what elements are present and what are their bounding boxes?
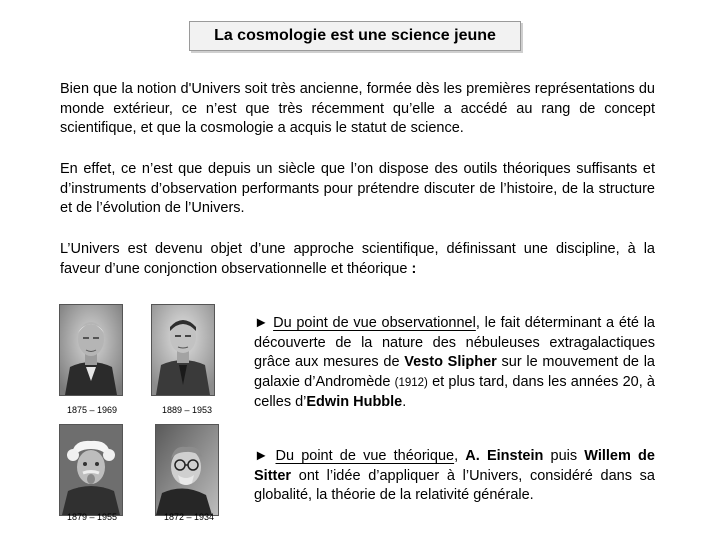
observational-name-hubble: Edwin Hubble xyxy=(306,394,403,411)
caption-slipher: 1875 – 1969 xyxy=(67,405,118,415)
portrait-einstein xyxy=(59,424,123,516)
bullet-observational-icon: ► xyxy=(254,315,274,331)
observational-text-1: , le fait déterminant a été la découverte de la nature des nébuleuses extragalactiques grâce aux mesures de xyxy=(254,315,655,371)
theoretical-text-3: ont l’idée d’appliquer à l’Univers, considéré dans sa globalité, la théorie de la relativité générale. xyxy=(254,467,655,504)
theoretical-text-1: , xyxy=(454,448,466,464)
caption-de-sitter: 1872 – 1934 xyxy=(164,512,215,522)
paragraph-century: En effet, ce n’est que depuis un siècle que l’on dispose des outils théoriques suffisants et d’instruments d’observation performants pour prétendre discuter de l’histoire, de la structure et de l’évolution de l’Univers. xyxy=(60,161,655,217)
caption-hubble: 1889 – 1953 xyxy=(162,405,213,415)
observational-text-2: sur le mouvement de la galaxie d’Andromède xyxy=(254,354,655,390)
observational-paragraph xyxy=(254,314,655,413)
paragraph-conjunction-colon: : xyxy=(411,260,417,277)
portrait-hubble xyxy=(151,304,215,396)
portrait-slipher xyxy=(59,304,123,396)
bullet-theoretical-icon: ► xyxy=(254,448,276,464)
theoretical-paragraph xyxy=(254,447,655,506)
observational-text-4: . xyxy=(402,394,407,411)
theoretical-text-2: puis xyxy=(543,448,585,464)
paragraph-intro: Bien que la notion d'Univers soit très ancienne, formée dès les premières représentations du monde extérieur, ce n’est que très récemment qu’elle a accédé au rang de concept scientifique, et que la cosmologie a acquis le statut de science. xyxy=(60,81,655,137)
observational-year: (1912) xyxy=(394,376,428,389)
observational-text-3: et plus tard, dans les années 20, à celles d’ xyxy=(254,373,655,411)
theoretical-name-einstein: A. Einstein xyxy=(465,448,544,464)
observational-heading: Du point de vue observationnel xyxy=(273,315,476,331)
page-title xyxy=(189,21,521,51)
paragraph-conjunction-text: L’Univers est devenu objet d’une approche scientifique, définissant une discipline, à la faveur d’une conjonction observationnelle et théorique xyxy=(60,241,655,277)
theoretical-name-de-sitter: Willem de Sitter xyxy=(254,448,655,484)
theoretical-heading: Du point de vue théorique xyxy=(275,448,455,464)
portrait-de-sitter xyxy=(155,424,219,516)
page-title-text: La cosmologie est une science jeune xyxy=(214,27,496,44)
paragraph-conjunction xyxy=(60,240,655,279)
caption-einstein: 1879 – 1955 xyxy=(67,512,118,522)
observational-name-slipher: Vesto Slipher xyxy=(404,354,497,371)
